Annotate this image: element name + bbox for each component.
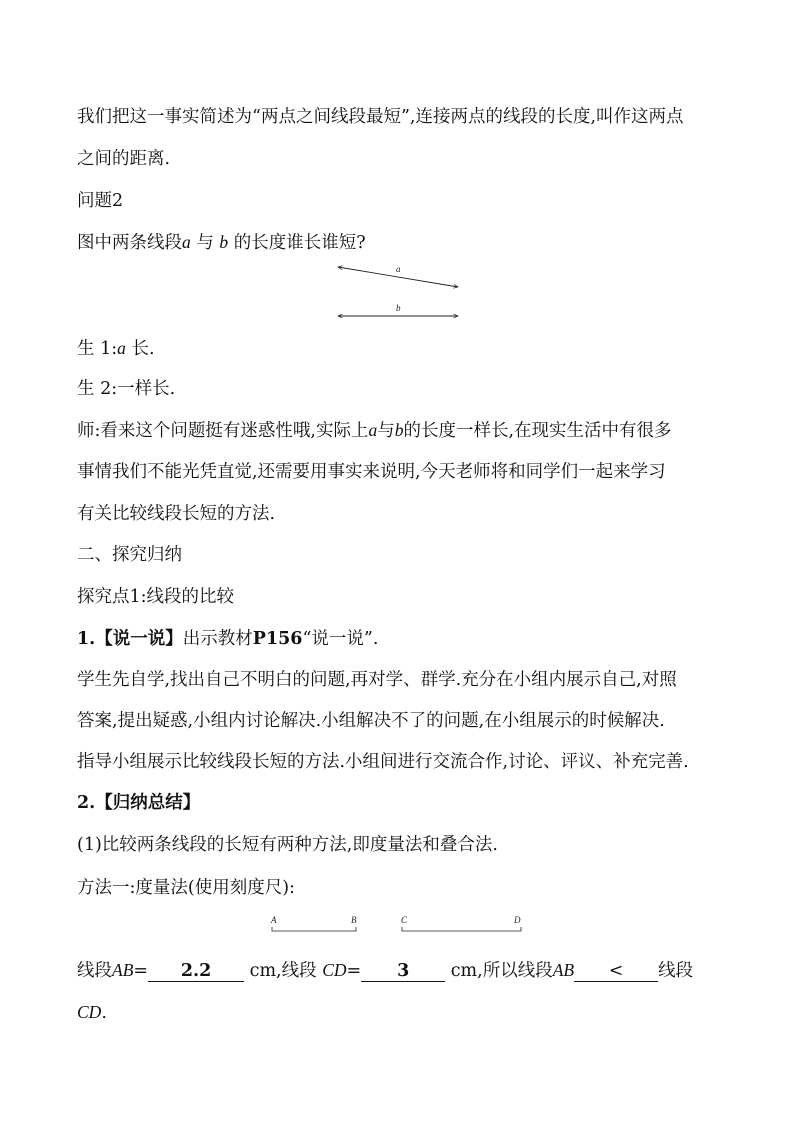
colon: : <box>111 339 118 359</box>
item-num: 2. <box>77 793 96 813</box>
fill-text: 线段 <box>77 961 112 981</box>
teacher-text: 的长度一样长,在现实生活中有很多 <box>403 421 672 441</box>
student-1 <box>77 336 155 361</box>
var-a: a <box>117 338 126 358</box>
fill-text: . <box>101 1003 107 1023</box>
label-D: D <box>514 915 521 925</box>
label-A: A <box>271 915 277 925</box>
fill-text: cm, <box>450 961 483 981</box>
explore-num: 1 <box>129 587 141 607</box>
teacher-text: 与 <box>377 421 395 441</box>
answer-blank-cd: 3 <box>361 961 445 982</box>
item-text: 出示教材 <box>182 629 253 649</box>
var-AB: AB <box>552 960 575 980</box>
question-prompt <box>77 230 366 255</box>
prompt-text: 与 <box>196 233 214 253</box>
fill-text: = <box>133 961 149 981</box>
summary-text: 比较两条线段的长短有两种方法,即度量法和叠合法. <box>101 835 498 855</box>
answer-text: 长. <box>125 339 155 359</box>
segment-CD <box>402 927 521 931</box>
answer-text: 一样长. <box>117 379 176 399</box>
paragraph-line: 我们把这一事实简述为“两点之间线段最短”,连接两点的线段的长度,叫作这两点 <box>77 107 684 127</box>
label-b: b <box>396 303 401 313</box>
explore-text: 探究点 <box>77 587 130 607</box>
label-B: B <box>351 915 357 925</box>
item-1 <box>77 627 378 651</box>
item-tag: 【归纳总结】 <box>95 793 201 813</box>
question-heading <box>77 189 123 213</box>
item-2 <box>77 791 200 815</box>
item-num: 1. <box>77 629 96 649</box>
fill-in-line-end <box>77 1000 107 1025</box>
segments-figure <box>330 260 470 322</box>
body-line: 指导小组展示比较线段长短的方法.小组间进行交流合作,讨论、评议、补充完善. <box>77 752 689 772</box>
student-2 <box>77 377 175 401</box>
page-ref: P156 <box>252 629 303 649</box>
body-line: 答案,提出疑惑,小组内讨论解决.小组解决不了的问题,在小组展示的时候解决. <box>77 711 665 731</box>
var-a: a <box>368 420 378 440</box>
heading-text: 问题 <box>77 191 112 211</box>
explore-text: :线段的比较 <box>140 587 235 607</box>
var-CD: CD <box>77 1002 102 1022</box>
var-b: b <box>394 420 404 440</box>
fill-text: 线段 <box>658 961 694 981</box>
teacher-line <box>77 418 672 443</box>
ab-cd-figure <box>265 913 535 937</box>
summary-num: (1) <box>77 835 102 855</box>
method-line: 方法一:度量法(使用刻度尺): <box>77 878 295 898</box>
heading-number: 2 <box>112 191 124 211</box>
speaker-num: 2 <box>100 379 112 399</box>
answer-blank-ab: 2.2 <box>148 961 244 982</box>
answer-blank-compare: < <box>574 961 658 982</box>
prompt-text: 的长度谁长谁短? <box>233 233 366 253</box>
fill-text: 所以线段 <box>482 961 553 981</box>
var-AB: AB <box>112 960 134 980</box>
teacher-line: 有关比较线段长短的方法. <box>77 504 276 524</box>
segment-AB <box>272 927 356 931</box>
fill-text: 线段 <box>281 961 317 981</box>
label-a: a <box>396 264 401 274</box>
teacher-line: 事情我们不能光凭直觉,还需要用事实来说明,今天老师将和同学们一起来学习 <box>77 462 666 482</box>
var-b: b <box>219 232 229 252</box>
fill-text: cm, <box>249 961 282 981</box>
explore-heading <box>77 585 234 609</box>
item-text: “说一说”. <box>302 629 379 649</box>
summary-line <box>77 833 498 857</box>
item-tag: 【说一说】 <box>95 629 183 649</box>
var-CD: CD <box>322 960 347 980</box>
fill-in-line <box>77 958 693 983</box>
paragraph-line: 之间的距离. <box>77 149 171 169</box>
label-C: C <box>401 915 408 925</box>
body-line: 学生先自学,找出自己不明白的问题,再对学、群学.充分在小组内展示自己,对照 <box>77 670 677 690</box>
fill-text: = <box>346 961 362 981</box>
speaker-num: 1 <box>100 339 112 359</box>
section-title: 二、探究归纳 <box>77 545 182 565</box>
colon: : <box>111 379 118 399</box>
speaker: 生 <box>77 339 95 359</box>
prompt-text: 图中两条线段 <box>77 233 182 253</box>
var-a: a <box>182 232 191 252</box>
teacher-text: 师:看来这个问题挺有迷惑性哦,实际上 <box>77 421 369 441</box>
speaker: 生 <box>77 379 95 399</box>
